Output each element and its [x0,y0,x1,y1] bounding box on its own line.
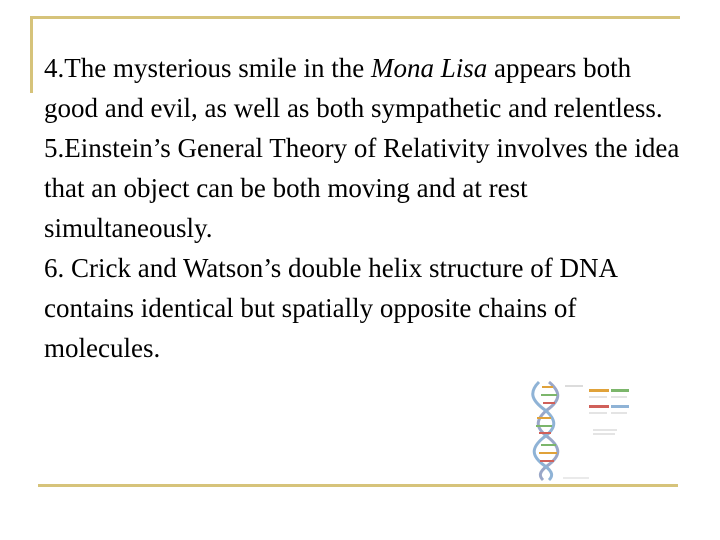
bottom-rule [38,484,678,487]
mona-lisa-title: Mona Lisa [370,53,488,83]
dna-helix-image [527,378,639,482]
paragraph-crick-watson-text: 6. Crick and Watson’s double helix structure of DNA contains identical but spatially opposite chains of molecules. [44,253,617,363]
dna-helix-icon [527,378,639,482]
paragraph-mona-lisa-before: 4.The mysterious smile in the [44,53,371,83]
paragraph-crick-watson [44,248,684,368]
slide-body [44,48,684,368]
paragraph-einstein-text: 5.Einstein’s General Theory of Relativity involves the idea that an object can be both moving and at rest simultaneously. [44,133,680,243]
paragraph-mona-lisa-after: appears both good and evil, as well as both sympathetic and relentless. [44,53,663,123]
left-rule [30,16,33,93]
top-rule [30,16,680,19]
paragraph-einstein [44,128,684,248]
paragraph-mona-lisa [44,48,684,128]
